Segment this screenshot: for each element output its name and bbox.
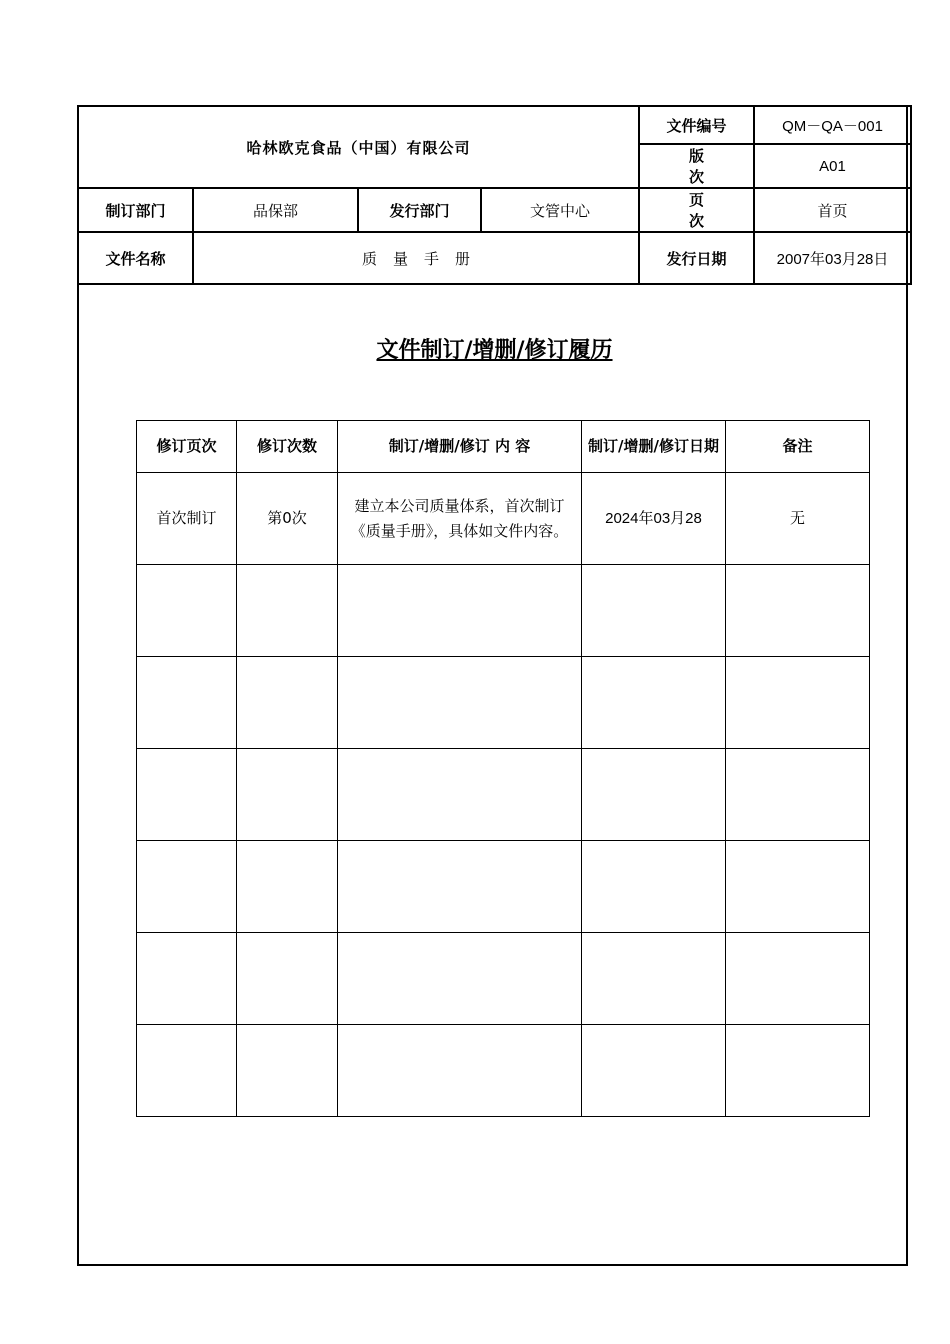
table-cell: [582, 749, 726, 841]
table-cell: [237, 933, 338, 1025]
table-row: [137, 657, 870, 749]
dept-label: 制订部门: [78, 188, 193, 232]
version-label: 版 次: [639, 144, 754, 188]
table-cell: [582, 565, 726, 657]
table-cell: [237, 1025, 338, 1117]
revision-table: [136, 420, 870, 1117]
table-cell: [582, 1025, 726, 1117]
doc-name-label: 文件名称: [78, 232, 193, 284]
table-cell: 第0次: [237, 473, 338, 565]
issue-date-value: 2007年03月28日: [754, 232, 911, 284]
table-cell: [582, 933, 726, 1025]
table-row: [137, 933, 870, 1025]
dept-value: 品保部: [193, 188, 358, 232]
doc-no-label: 文件编号: [639, 106, 754, 144]
revision-table-header: [137, 421, 870, 473]
page-label: 页 次: [639, 188, 754, 232]
document-frame: [77, 105, 908, 1266]
table-cell: 首次制订: [137, 473, 237, 565]
table-cell: [582, 657, 726, 749]
table-cell: [338, 841, 582, 933]
table-cell: [726, 749, 870, 841]
table-row: [137, 749, 870, 841]
column-header: 制订/增删/修订日期: [582, 421, 726, 473]
column-header: 修订次数: [237, 421, 338, 473]
table-cell: [338, 933, 582, 1025]
table-cell: 建立本公司质量体系，首次制订《质量手册》，具体如文件内容。: [338, 473, 582, 565]
table-row: [137, 565, 870, 657]
table-cell: [338, 1025, 582, 1117]
doc-name-value: 质量手册: [193, 232, 639, 284]
table-cell: [726, 1025, 870, 1117]
column-header: 制订/增删/修订 内 容: [338, 421, 582, 473]
table-row: [137, 1025, 870, 1117]
column-header: 修订页次: [137, 421, 237, 473]
table-cell: [726, 841, 870, 933]
table-row: [137, 473, 870, 565]
table-cell: [582, 841, 726, 933]
table-cell: [726, 565, 870, 657]
version-value: A01: [754, 144, 911, 188]
table-cell: [237, 657, 338, 749]
table-cell: [338, 657, 582, 749]
table-cell: [137, 749, 237, 841]
table-cell: [237, 749, 338, 841]
table-cell: [137, 933, 237, 1025]
issue-dept-label: 发行部门: [358, 188, 481, 232]
table-cell: [338, 749, 582, 841]
table-row: [137, 841, 870, 933]
table-cell: [726, 933, 870, 1025]
table-cell: [338, 565, 582, 657]
company-name: 哈林欧克食品（中国）有限公司: [78, 106, 639, 188]
issue-date-label: 发行日期: [639, 232, 754, 284]
column-header: 备注: [726, 421, 870, 473]
table-cell: [137, 841, 237, 933]
doc-no-value: QM－QA－001: [754, 106, 911, 144]
revision-history-title: 文件制订/增删/修订履历: [376, 338, 613, 363]
document-header-table: [77, 105, 912, 285]
issue-dept-value: 文管中心: [481, 188, 639, 232]
table-cell: 无: [726, 473, 870, 565]
table-cell: [137, 565, 237, 657]
page-value: 首页: [754, 188, 911, 232]
table-cell: 2024年03月28: [582, 473, 726, 565]
table-cell: [137, 1025, 237, 1117]
table-cell: [137, 657, 237, 749]
table-cell: [237, 565, 338, 657]
table-cell: [237, 841, 338, 933]
table-cell: [726, 657, 870, 749]
